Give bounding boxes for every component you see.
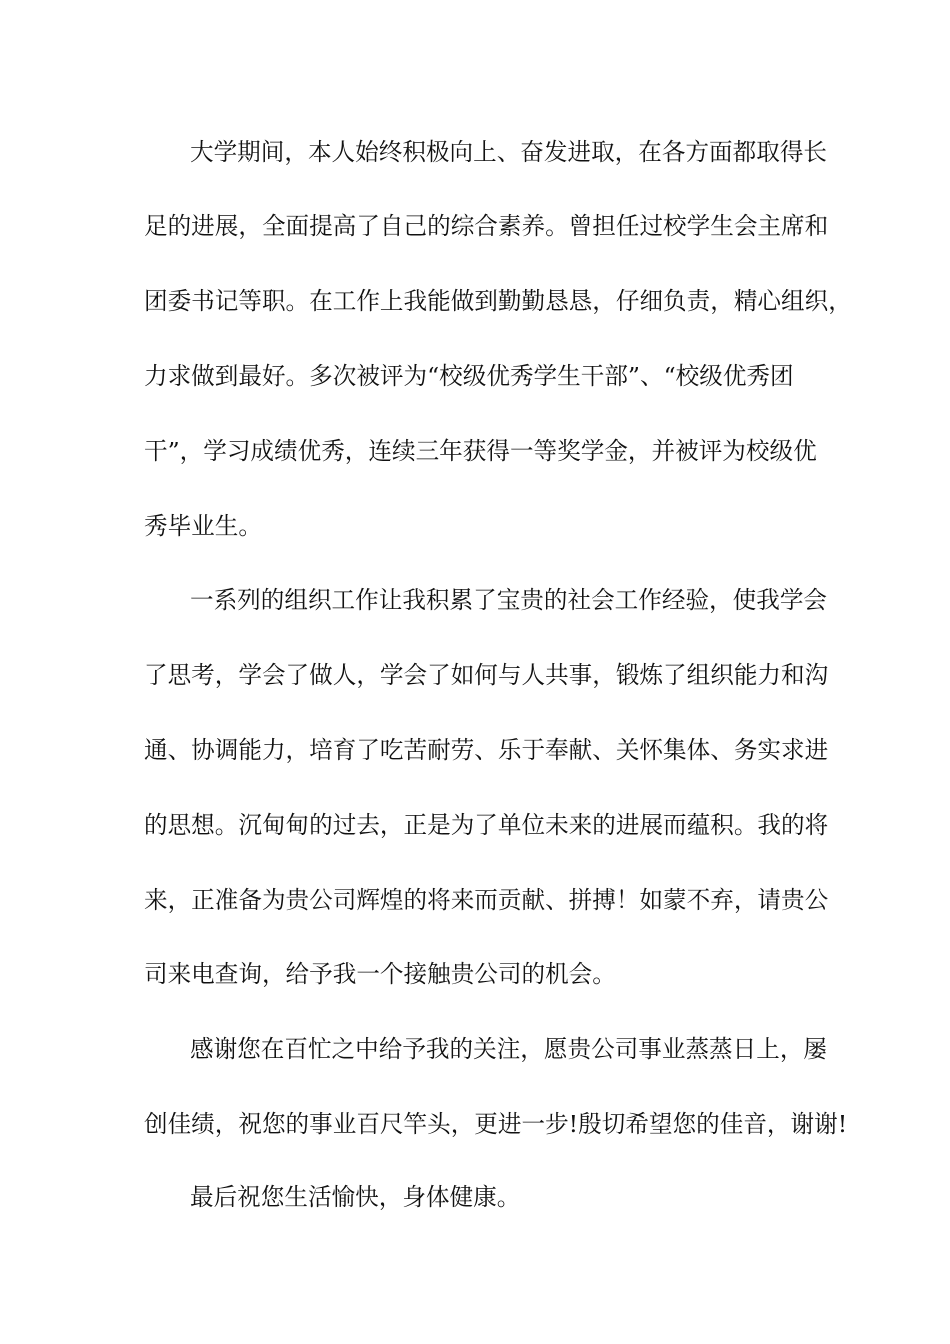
paragraph-2-line-6: 司来电查询，给予我一个接触贵公司的机会。 [144, 960, 616, 988]
paragraph-2-line-2: 了思考，学会了做人，学会了如何与人共事，锻炼了组织能力和沟 [144, 661, 829, 689]
paragraph-2-line-3: 通、协调能力，培育了吃苦耐劳、乐于奉献、关怀集体、务实求进 [144, 736, 829, 764]
paragraph-1-line-3: 团委书记等职。在工作上我能做到勤勤恳恳，仔细负责，精心组织， [144, 287, 852, 315]
paragraph-2-line-5: 来，正准备为贵公司辉煌的将来而贡献、拼搏！如蒙不弃，请贵公 [144, 886, 829, 914]
paragraph-4-line-1: 最后祝您生活愉快，身体健康。 [190, 1183, 521, 1211]
paragraph-1-line-6: 秀毕业生。 [144, 512, 262, 540]
paragraph-2-line-1: 一系列的组织工作让我积累了宝贵的社会工作经验，使我学会 [190, 586, 828, 614]
paragraph-3-line-1: 感谢您在百忙之中给予我的关注，愿贵公司事业蒸蒸日上，屡 [190, 1035, 828, 1063]
paragraph-1-line-5: 干”，学习成绩优秀，连续三年获得一等奖学金，并被评为校级优 [144, 437, 817, 465]
paragraph-1-line-1: 大学期间，本人始终积极向上、奋发进取，在各方面都取得长 [190, 138, 828, 166]
paragraph-3-line-2: 创佳绩，祝您的事业百尺竿头，更进一步!殷切希望您的佳音，谢谢! [144, 1110, 848, 1138]
paragraph-2-line-4: 的思想。沉甸甸的过去，正是为了单位未来的进展而蕴积。我的将 [144, 811, 829, 839]
paragraph-1-line-2: 足的进展，全面提高了自己的综合素养。曾担任过校学生会主席和 [144, 212, 829, 240]
paragraph-1-line-4: 力求做到最好。多次被评为“校级优秀学生干部”、“校级优秀团 [144, 362, 794, 390]
